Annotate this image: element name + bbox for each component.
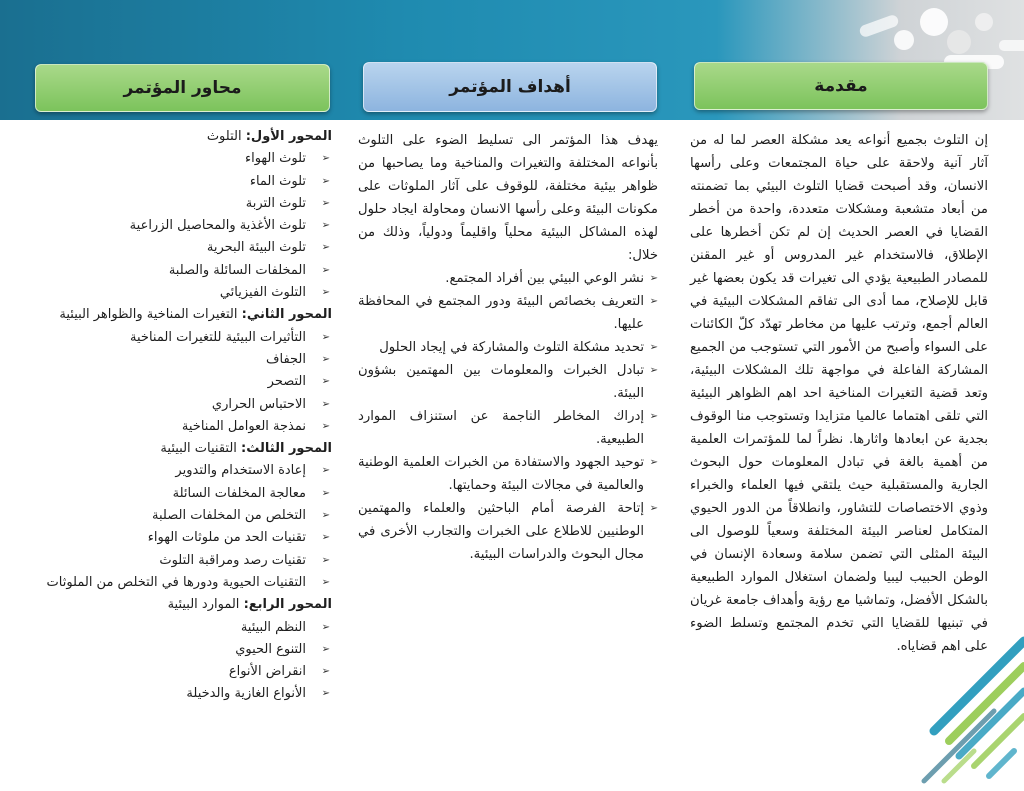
goals-header: أهداف المؤتمر xyxy=(363,62,657,112)
axis-item-text: تلوث الأغذية والمحاصيل الزراعية xyxy=(129,218,306,234)
decorative-corner-graphic xyxy=(874,621,1024,791)
axis-title xyxy=(22,126,332,148)
axis-item xyxy=(22,237,332,259)
axis-item xyxy=(22,193,332,215)
arrow-bullet-icon: ➢ xyxy=(321,532,330,544)
axis-item xyxy=(22,483,332,505)
arrow-bullet-icon: ➢ xyxy=(321,666,330,678)
goal-text: توحيد الجهود والاستفادة من الخبرات العلمية الوطنية والعالمية في مجالات البيئة وحمايتها. xyxy=(358,455,644,493)
goal-text: إتاحة الفرصة أمام الباحثين والعلماء والمهتمين الوطنيين للاطلاع على الخبرات والتجارب الأخرى في مجال البحوث والدراسات البيئية. xyxy=(358,501,644,562)
axis-title xyxy=(22,438,332,460)
arrow-bullet-icon: ➢ xyxy=(321,398,330,410)
axis-label: المحور الأول: xyxy=(245,129,332,144)
axis-item-text: تلوث التربة xyxy=(245,195,306,211)
axes-header: محاور المؤتمر xyxy=(35,64,330,112)
goals-column xyxy=(358,129,658,566)
arrow-bullet-icon: ➢ xyxy=(321,510,330,522)
axis-label: المحور الثالث: xyxy=(241,441,332,457)
goal-text: إدراك المخاطر الناجمة عن استنزاف الموارد الطبيعية. xyxy=(358,409,644,447)
arrow-bullet-icon: ➢ xyxy=(321,264,330,276)
arrow-bullet-icon: ➢ xyxy=(649,342,658,353)
axis-item xyxy=(22,505,332,527)
goals-list xyxy=(358,267,658,566)
axis-item xyxy=(22,148,332,170)
axis-title xyxy=(22,304,332,326)
axis-item xyxy=(22,617,332,639)
axis-item-text: انقراض الأنواع xyxy=(228,664,306,680)
intro-paragraph: إن التلوث بجميع أنواعه يعد مشكلة العصر لما له من آثار آنية ولاحقة على حياة المجتمعات وعلى رأسها الانسان، وقد أصبحت قضايا التلوث البيئي بما تضمنته من أبعاد متشعبة ومشكلات متعددة، واحدة من أخطر القضايا في العصر الحديث إن لم تكن أخطرها على الإطلاق، فالاستخدام غير المدروس أو غير المقنن للمصادر الطبيعية يؤدي الى تغيرات قد يكون بعضها غير قابل للإصلاح، مما أدى الى تفاقم المشكلات البيئية في العالم أجمع، وترتب عليها من مخاطر تهدّد كلّ الكائنات على السواء وأصبح من الأمور التي تستوجب من الجميع المشاركة الفاعلة في مواجهة تلك المشكلات البيئية، وتعد قضية التغيرات المناخية احد اهم الظواهر البيئية التي تلقى اهتماما عالميا متزايدا وتستوجب منا الوقوف بجدية عن ابعادها واثارها. نظراً لما للمؤتمرات العلمية من أهمية بالغة في تبادل المعلومات حول البحوث الجارية والمستقبلية حيث يلتقي فيها العلماء والخبراء وذوي الاختصاصات للتشاور، وانطلاقاً من الدور الحيوي المتكامل لعناصر البيئة المختلفة وسعياً للوصول الى البيئة المثلى التي تضمن سلامة وسعادة الإنسان في الوطن الحبيب ليبيا ولضمان استغلال الموارد الطبيعية بالشكل الأفضل، وتماشيا مع رؤية وأهداف جامعة غريان في تبنيها للقضايا التي تخدم المجتمع وتسلط الضوء على اهم قضاياه. xyxy=(690,133,988,654)
axis-name: التقنيات البيئية xyxy=(160,441,237,457)
axis-item-text: التقنيات الحيوية ودورها في التخلص من الملوثات xyxy=(46,574,306,590)
axis-label: المحور الثاني: xyxy=(241,307,332,323)
arrow-bullet-icon: ➢ xyxy=(321,353,330,365)
arrow-bullet-icon: ➢ xyxy=(649,365,658,376)
arrow-bullet-icon: ➢ xyxy=(649,503,658,514)
goal-item xyxy=(358,336,658,359)
axis-item-text: إعادة الاستخدام والتدوير xyxy=(175,463,306,479)
arrow-bullet-icon: ➢ xyxy=(649,457,658,468)
goal-item xyxy=(358,290,658,336)
goal-item xyxy=(358,405,658,451)
arrow-bullet-icon: ➢ xyxy=(321,554,330,566)
axis-item-text: التنوع الحيوي xyxy=(235,641,306,657)
goal-item xyxy=(358,451,658,497)
axis-name: التغيرات المناخية والظواهر البيئية xyxy=(59,307,238,323)
arrow-bullet-icon: ➢ xyxy=(321,576,330,588)
arrow-bullet-icon: ➢ xyxy=(649,411,658,422)
goal-item xyxy=(358,497,658,566)
goal-text: نشر الوعي البيئي بين أفراد المجتمع. xyxy=(445,271,644,286)
goal-item xyxy=(358,267,658,290)
axis-item-text: تلوث الماء xyxy=(249,173,306,189)
arrow-bullet-icon: ➢ xyxy=(321,331,330,343)
arrow-bullet-icon: ➢ xyxy=(321,175,330,187)
axis-item-text: تلوث البيئة البحرية xyxy=(206,240,306,256)
axis-item xyxy=(22,282,332,304)
axis-item xyxy=(22,460,332,482)
axis-item xyxy=(22,327,332,349)
axis-item xyxy=(22,171,332,193)
axis-item-text: الاحتباس الحراري xyxy=(211,396,306,412)
arrow-bullet-icon: ➢ xyxy=(649,296,658,307)
axis-item-text: التصحر xyxy=(267,374,306,390)
arrow-bullet-icon: ➢ xyxy=(649,273,658,284)
axis-item-text: التأثيرات البيئية للتغيرات المناخية xyxy=(130,329,306,345)
arrow-bullet-icon: ➢ xyxy=(321,420,330,432)
arrow-bullet-icon: ➢ xyxy=(321,465,330,477)
axis-item-text: التخلص من المخلفات الصلبة xyxy=(152,508,306,524)
axis-item-text: تلوث الهواء xyxy=(244,151,306,167)
arrow-bullet-icon: ➢ xyxy=(321,242,330,254)
axis-item xyxy=(22,550,332,572)
arrow-bullet-icon: ➢ xyxy=(321,621,330,633)
arrow-bullet-icon: ➢ xyxy=(321,220,330,232)
axis-item xyxy=(22,371,332,393)
axis-item-text: معالجة المخلفات السائلة xyxy=(172,485,306,501)
arrow-bullet-icon: ➢ xyxy=(321,153,330,165)
arrow-bullet-icon: ➢ xyxy=(321,287,330,299)
axis-item-text: النظم البيئية xyxy=(240,619,306,635)
goal-text: تحديد مشكلة التلوث والمشاركة في إيجاد الحلول xyxy=(379,340,644,355)
axis-label: المحور الرابع: xyxy=(243,597,332,613)
goal-text: تبادل الخبرات والمعلومات بين المهتمين بشؤون البيئة. xyxy=(358,363,644,401)
arrow-bullet-icon: ➢ xyxy=(321,688,330,700)
axis-item-text: تقنيات رصد ومراقبة التلوث xyxy=(159,552,306,568)
axis-item-text: الأنواع الغازية والدخيلة xyxy=(186,686,306,702)
axis-item xyxy=(22,572,332,594)
axis-item xyxy=(22,661,332,683)
axis-title xyxy=(22,594,332,616)
axis-item-text: المخلفات السائلة والصلبة xyxy=(168,262,306,278)
axis-item xyxy=(22,394,332,416)
goal-item xyxy=(358,359,658,405)
axis-item-text: نمذجة العوامل المناخية xyxy=(181,418,306,434)
axis-name: الموارد البيئية xyxy=(167,597,240,613)
goal-text: التعريف بخصائص البيئة ودور المجتمع في المحافظة عليها. xyxy=(358,294,644,332)
axis-item-text: تقنيات الحد من ملوثات الهواء xyxy=(147,530,306,546)
axis-item-text: الجفاف xyxy=(266,351,306,367)
axis-name: التلوث xyxy=(206,129,242,144)
arrow-bullet-icon: ➢ xyxy=(321,197,330,209)
goals-intro-paragraph: يهدف هذا المؤتمر الى تسليط الضوء على التلوث بأنواعه المختلفة والتغيرات والمناخية وما يصاحبها من ظواهر بيئية مختلفة، للوقوف على آثار الملوثات على مكونات البيئة وعلى رأسها الانسان ومحاولة ايجاد حلول لهذه المشاكل البيئية محلياً واقليماً ودولياً، وذلك من خلال: xyxy=(358,133,658,263)
axis-item xyxy=(22,349,332,371)
arrow-bullet-icon: ➢ xyxy=(321,487,330,499)
axis-item xyxy=(22,260,332,282)
axis-item xyxy=(22,416,332,438)
axis-item xyxy=(22,639,332,661)
axis-item xyxy=(22,215,332,237)
axis-item xyxy=(22,527,332,549)
axis-item xyxy=(22,683,332,705)
axes-column xyxy=(22,126,332,706)
intro-column xyxy=(690,129,988,658)
arrow-bullet-icon: ➢ xyxy=(321,643,330,655)
arrow-bullet-icon: ➢ xyxy=(321,376,330,388)
intro-header: مقدمة xyxy=(694,62,988,110)
axis-item-text: التلوث الفيزيائي xyxy=(219,285,306,301)
